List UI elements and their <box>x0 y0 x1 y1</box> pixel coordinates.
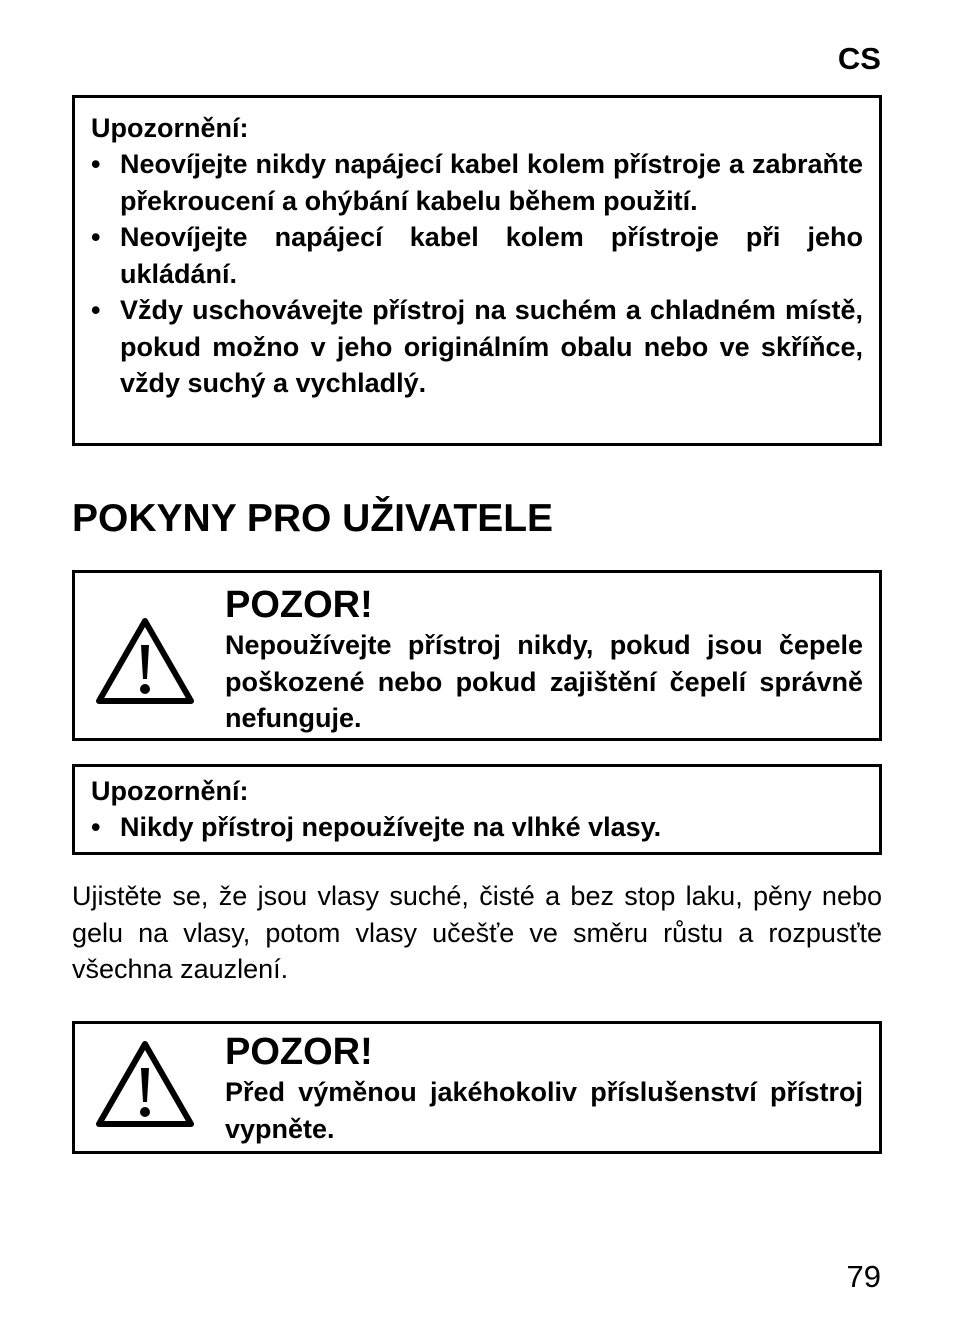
warning-title: POZOR! <box>225 1031 373 1073</box>
warning-text: Před výměnou jakéhokoliv příslušenství přístroj vypněte. <box>225 1077 863 1144</box>
warning-box-accessories <box>72 1021 882 1154</box>
warning-triangle-icon <box>91 1036 199 1137</box>
warning-title: POZOR! <box>225 584 373 626</box>
section-heading: POKYNY PRO UŽIVATELE <box>72 497 554 540</box>
note-box-wet-hair <box>72 764 882 855</box>
instruction-paragraph: Ujistěte se, že jsou vlasy suché, čisté a bez stop laku, pěny nebo gelu na vlasy, potom vlasy učešťe ve směru růstu a rozpusťte všechna zauzlení. <box>72 881 882 984</box>
note-list <box>91 146 863 402</box>
list-item: • Neovíjejte napájecí kabel kolem přístroje při jeho ukládání. <box>91 219 863 292</box>
note-title: Upozornění: <box>91 776 249 806</box>
list-item: • Nikdy přístroj nepoužívejte na vlhké vlasy. <box>91 809 863 846</box>
note-title: Upozornění: <box>91 113 249 143</box>
list-item: • Vždy uschovávejte přístroj na suchém a chladném místě, pokud možno v jeho originálním obalu nebo ve skříňce, vždy suchý a vychladlý. <box>91 292 863 402</box>
warning-box-blades <box>72 570 882 741</box>
note-list <box>91 809 863 846</box>
language-code: CS <box>837 41 881 76</box>
warning-text: Nepoužívejte přístroj nikdy, pokud jsou čepele poškozené nebo pokud zajištění čepelí správně nefunguje. <box>225 630 863 733</box>
list-item: • Neovíjejte nikdy napájecí kabel kolem přístroje a zabraňte překroucení a ohýbání kabelu během použití. <box>91 146 863 219</box>
note-box-cable <box>72 95 882 446</box>
page-number: 79 <box>846 1259 881 1294</box>
warning-triangle-icon <box>91 613 199 714</box>
